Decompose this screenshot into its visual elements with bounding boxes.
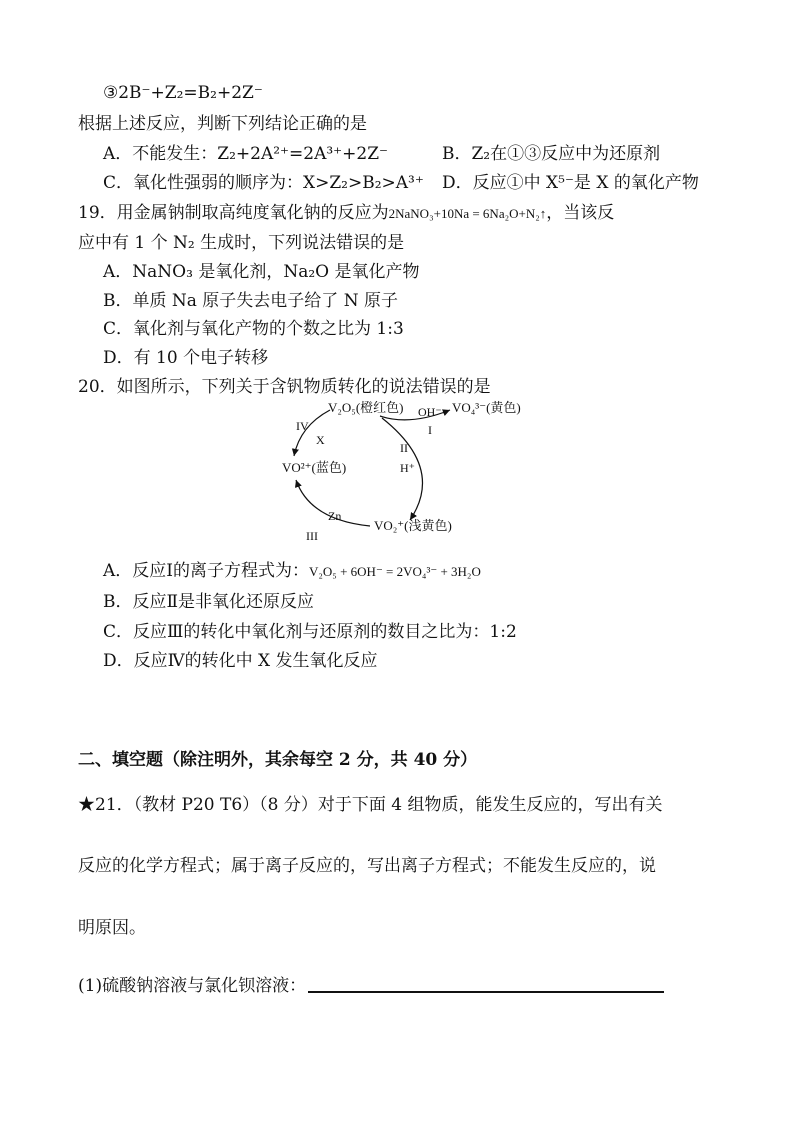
q21-item1-label: (1)硫酸钠溶液与氯化钡溶液： [78, 976, 307, 996]
reagent-x: X [316, 433, 325, 447]
q19-stem-post: ，当该反 [546, 203, 615, 223]
species-vo2-pale: VO₂⁺(浅黄色) [374, 518, 452, 533]
q18-option-c: C．氧化性强弱的顺序为：X>Z₂>B₂>A³⁺ [103, 173, 424, 193]
q18-option-a: A．不能发生：Z₂+2A²⁺=2A³⁺+2Z⁻ [103, 144, 388, 164]
q18-option-b: B．Z₂在①③反应中为还原剂 [442, 144, 661, 164]
q20-option-b: B．反应Ⅱ是非氧化还原反应 [103, 592, 315, 612]
q20-option-a-text: A．反应Ⅰ的离子方程式为： [103, 561, 309, 581]
answer-blank[interactable] [308, 991, 664, 993]
section2-title: 二、填空题（除注明外，其余每空 2 分，共 40 分） [78, 750, 478, 770]
species-vo2plus: VO²⁺(蓝色) [282, 460, 347, 475]
reagent-zn: Zn [328, 509, 342, 523]
q19-option-d: D．有 10 个电子转移 [103, 348, 269, 368]
q20-option-d: D．反应Ⅳ的转化中 X 发生氧化反应 [103, 651, 378, 671]
q19-stem-pre: 19．用金属钠制取高纯度氧化钠的反应为 [78, 203, 389, 223]
q21-line3: 明原因。 [78, 918, 146, 938]
q20-option-c: C．反应Ⅲ的转化中氧化剂与还原剂的数目之比为：1:2 [103, 622, 517, 642]
species-vo4: VO₄³⁻(黄色) [452, 400, 521, 415]
q20-option-a-equation: V₂O₅ + 6OH⁻ = 2VO₄³⁻ + 3H₂O [309, 564, 481, 579]
reagent-oh: OH⁻ [418, 405, 442, 419]
q20-option-a [103, 560, 481, 583]
vanadium-conversion-diagram [270, 398, 560, 548]
label-reaction-i: I [428, 423, 432, 437]
q21-line2: 反应的化学方程式；属于离子反应的，写出离子方程式；不能发生反应的，说 [78, 856, 656, 876]
q18-stem: 根据上述反应，判断下列结论正确的是 [78, 114, 367, 134]
q19-option-a: A．NaNO₃ 是氧化剂，Na₂O 是氧化产物 [103, 262, 420, 282]
reagent-h: H⁺ [400, 461, 415, 475]
q20-stem: 20．如图所示，下列关于含钒物质转化的说法错误的是 [78, 377, 491, 397]
q18-option-d: D．反应①中 X⁵⁻是 X 的氧化产物 [442, 173, 699, 193]
reaction-3-line: ③2B⁻+Z₂=B₂+2Z⁻ [103, 83, 263, 103]
q21-line1: ★21．（教材 P20 T6）（8 分）对于下面 4 组物质，能发生反应的，写出有关 [78, 795, 663, 815]
label-reaction-iv: IV [296, 419, 309, 433]
species-v2o5: V₂O₅(橙红色) [328, 400, 404, 415]
q19-equation: 2NaNO₃+10Na = 6Na₂O+N₂↑ [388, 206, 547, 221]
q19-option-b: B．单质 Na 原子失去电子给了 N 原子 [103, 291, 398, 311]
q19-stem-line2: 应中有 1 个 N₂ 生成时，下列说法错误的是 [78, 233, 405, 253]
label-reaction-ii: II [400, 441, 408, 455]
q21-item1 [78, 975, 664, 997]
q19-option-c: C．氧化剂与氧化产物的个数之比为 1:3 [103, 319, 404, 339]
label-reaction-iii: III [306, 529, 318, 543]
q19-stem [78, 202, 614, 225]
